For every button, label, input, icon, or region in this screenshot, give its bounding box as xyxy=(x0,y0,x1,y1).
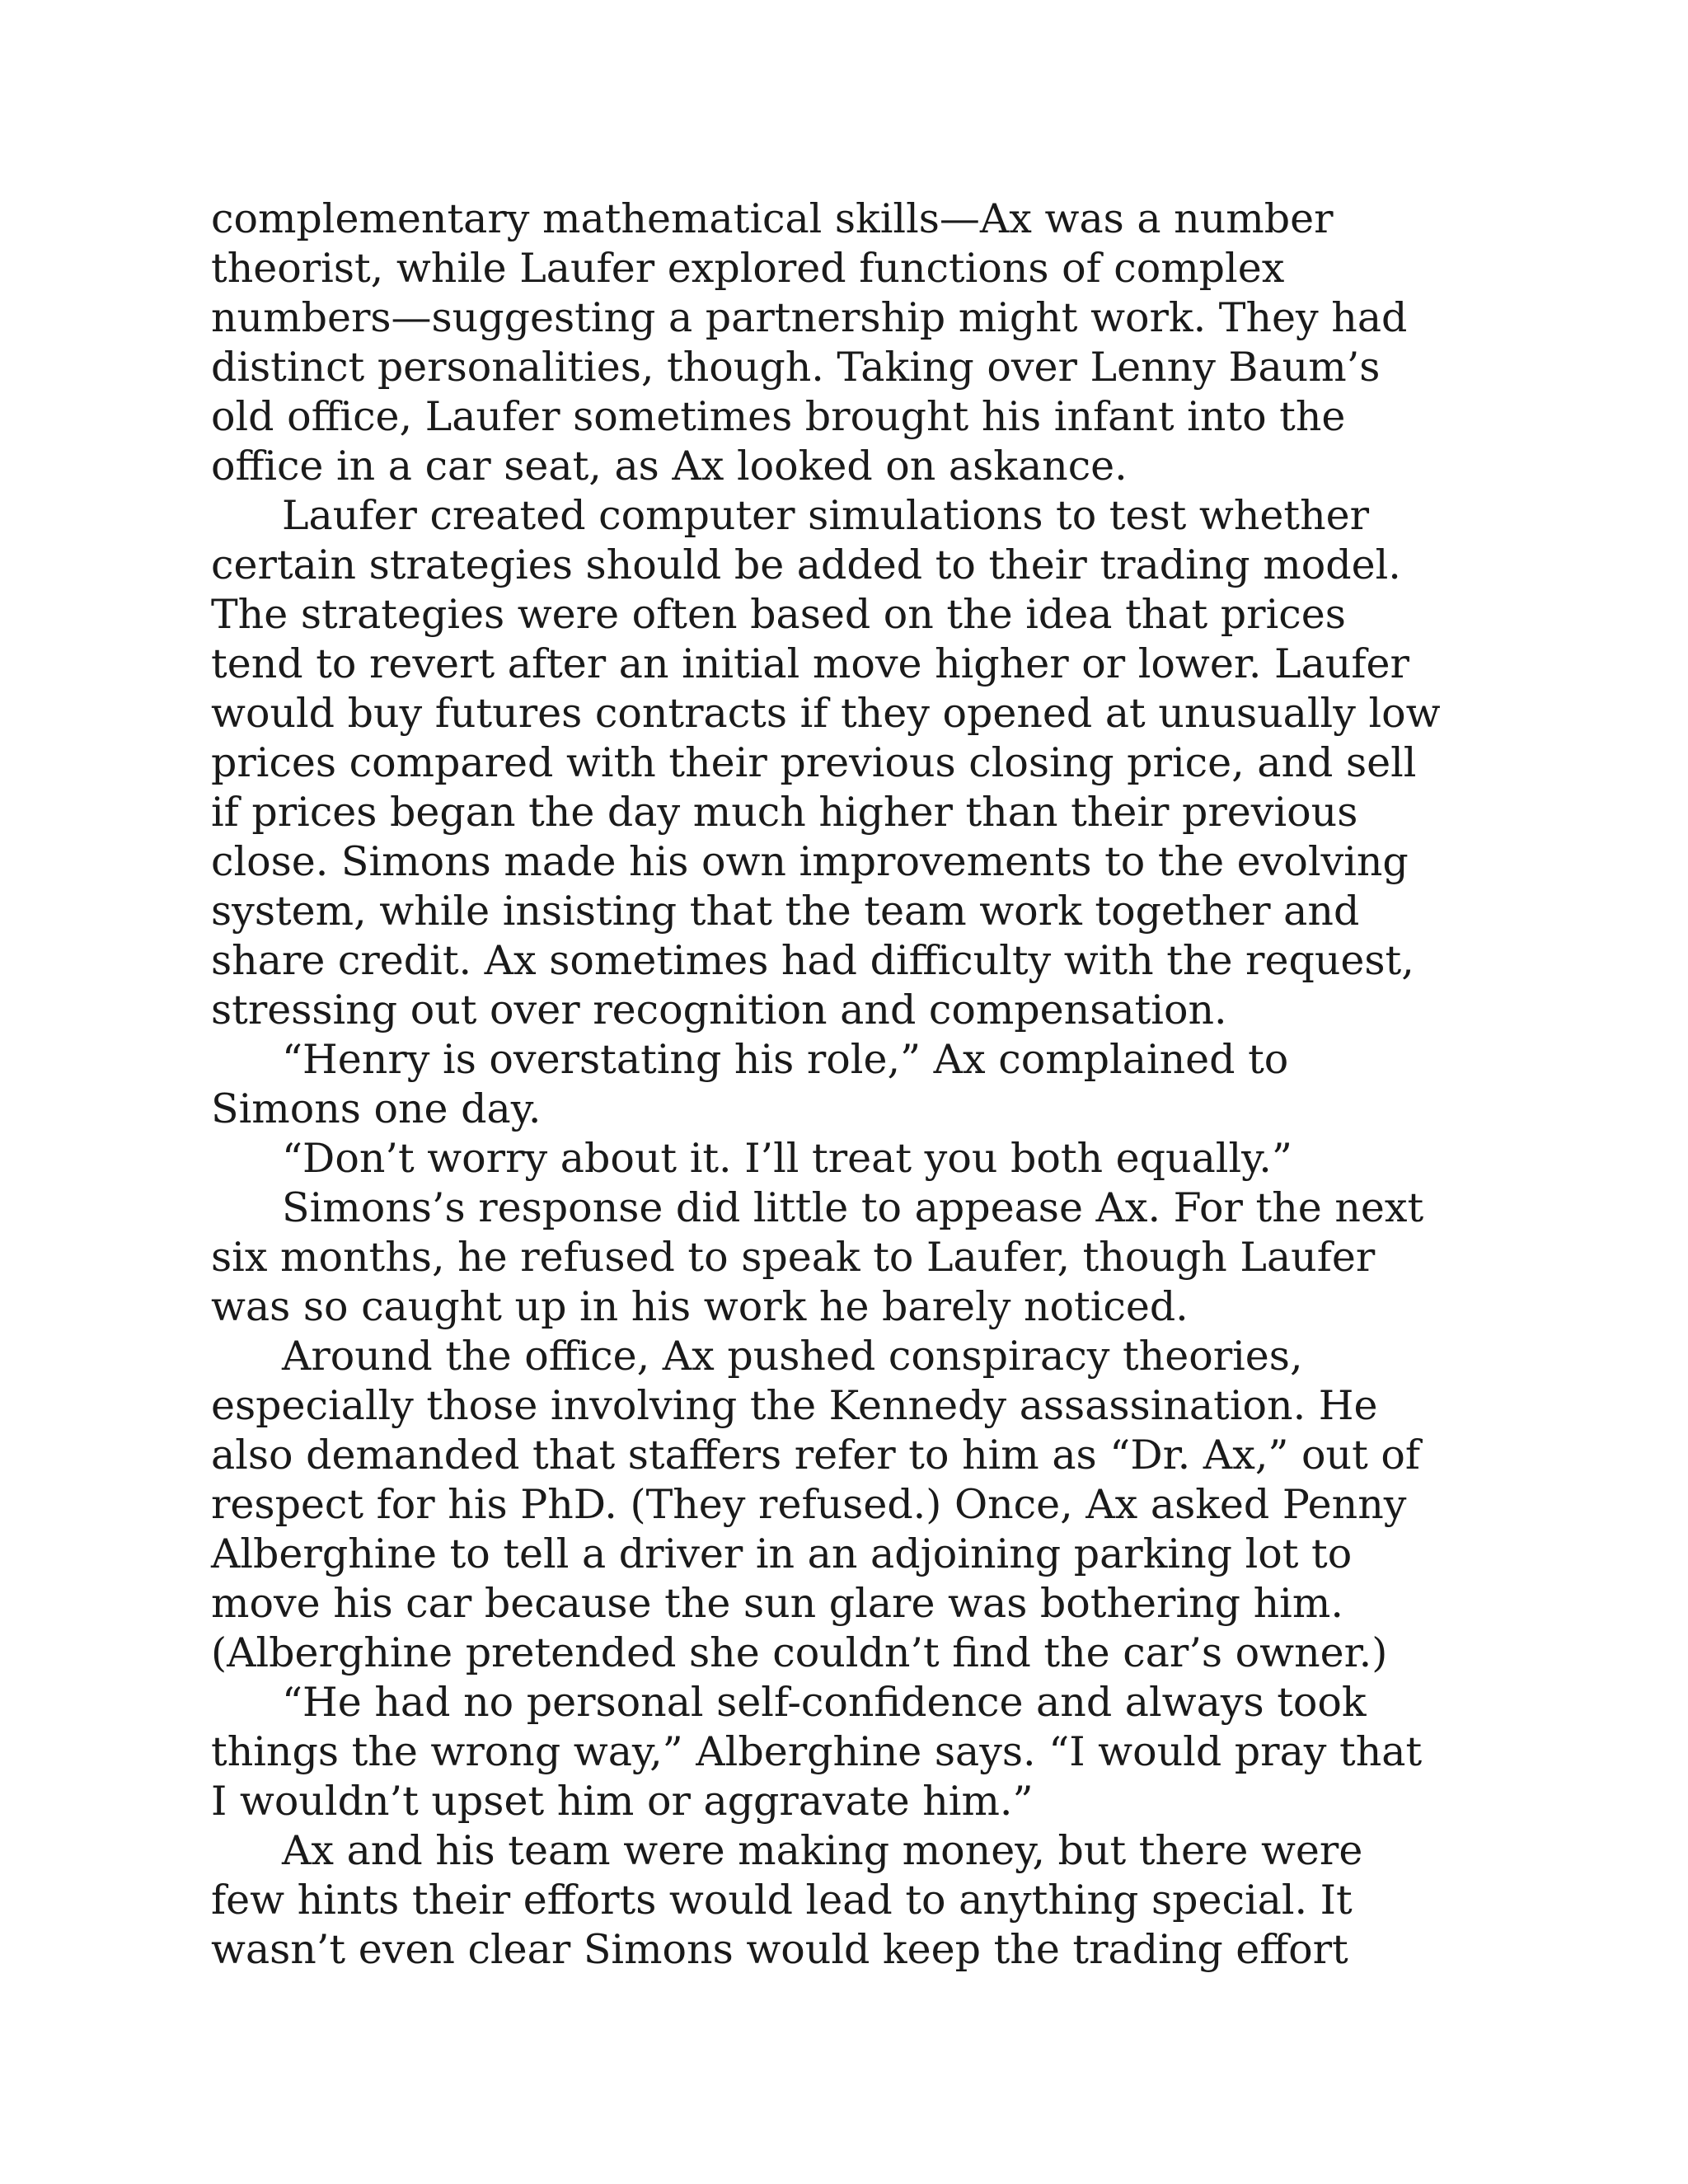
text-line: if prices began the day much higher than their previous xyxy=(211,789,1358,836)
text-line: prices compared with their previous closing price, and sell xyxy=(211,739,1417,786)
text-line: respect for his PhD. (They refused.) Once, Ax asked Penny xyxy=(211,1481,1407,1528)
text-line: numbers—suggesting a partnership might work. They had xyxy=(211,294,1408,341)
text-line: Ax and his team were making money, but there were xyxy=(282,1827,1363,1874)
body-text xyxy=(211,194,1497,1975)
text-line: wasn’t even clear Simons would keep the trading effort xyxy=(211,1926,1348,1973)
text-line: theorist, while Laufer explored functions of complex xyxy=(211,245,1285,292)
text-line: close. Simons made his own improvements to the evolving xyxy=(211,838,1409,885)
text-line: things the wrong way,” Alberghine says. “I would pray that xyxy=(211,1728,1423,1775)
text-line: move his car because the sun glare was bothering him. xyxy=(211,1580,1343,1627)
text-line: “He had no personal self-confidence and always took xyxy=(282,1679,1367,1726)
text-line: (Alberghine pretended she couldn’t find the car’s owner.) xyxy=(211,1629,1388,1676)
text-line: Laufer created computer simulations to test whether xyxy=(282,492,1370,539)
text-line: office in a car seat, as Ax looked on askance. xyxy=(211,443,1128,490)
text-line: Alberghine to tell a driver in an adjoining parking lot to xyxy=(211,1530,1353,1577)
text-line: six months, he refused to speak to Laufer, though Laufer xyxy=(211,1234,1376,1281)
text-line: was so caught up in his work he barely noticed. xyxy=(211,1283,1189,1330)
text-line: “Henry is overstating his role,” Ax complained to xyxy=(282,1036,1289,1083)
text-line: would buy futures contracts if they opened at unusually low xyxy=(211,690,1441,737)
text-line: Simons one day. xyxy=(211,1085,542,1132)
text-line: stressing out over recognition and compensation. xyxy=(211,987,1227,1033)
text-line: I wouldn’t upset him or aggravate him.” xyxy=(211,1778,1034,1825)
text-line: “Don’t worry about it. I’ll treat you both equally.” xyxy=(282,1135,1292,1182)
text-line: also demanded that staffers refer to him as “Dr. Ax,” out of xyxy=(211,1432,1420,1479)
text-line: old office, Laufer sometimes brought his infant into the xyxy=(211,393,1346,440)
text-line: especially those involving the Kennedy assassination. He xyxy=(211,1382,1378,1429)
text-line: share credit. Ax sometimes had difficulty with the request, xyxy=(211,937,1414,984)
text-line: distinct personalities, though. Taking over Lenny Baum’s xyxy=(211,344,1381,391)
text-line: complementary mathematical skills—Ax was a number xyxy=(211,195,1334,242)
text-line: tend to revert after an initial move higher or lower. Laufer xyxy=(211,640,1409,687)
text-line: certain strategies should be added to their trading model. xyxy=(211,541,1401,588)
text-line: Around the office, Ax pushed conspiracy theories, xyxy=(282,1333,1303,1380)
text-line: few hints their efforts would lead to anything special. It xyxy=(211,1877,1353,1924)
text-line: system, while insisting that the team work together and xyxy=(211,888,1360,935)
text-line: The strategies were often based on the idea that prices xyxy=(211,591,1346,638)
text-line: Simons’s response did little to appease Ax. For the next xyxy=(282,1184,1424,1231)
